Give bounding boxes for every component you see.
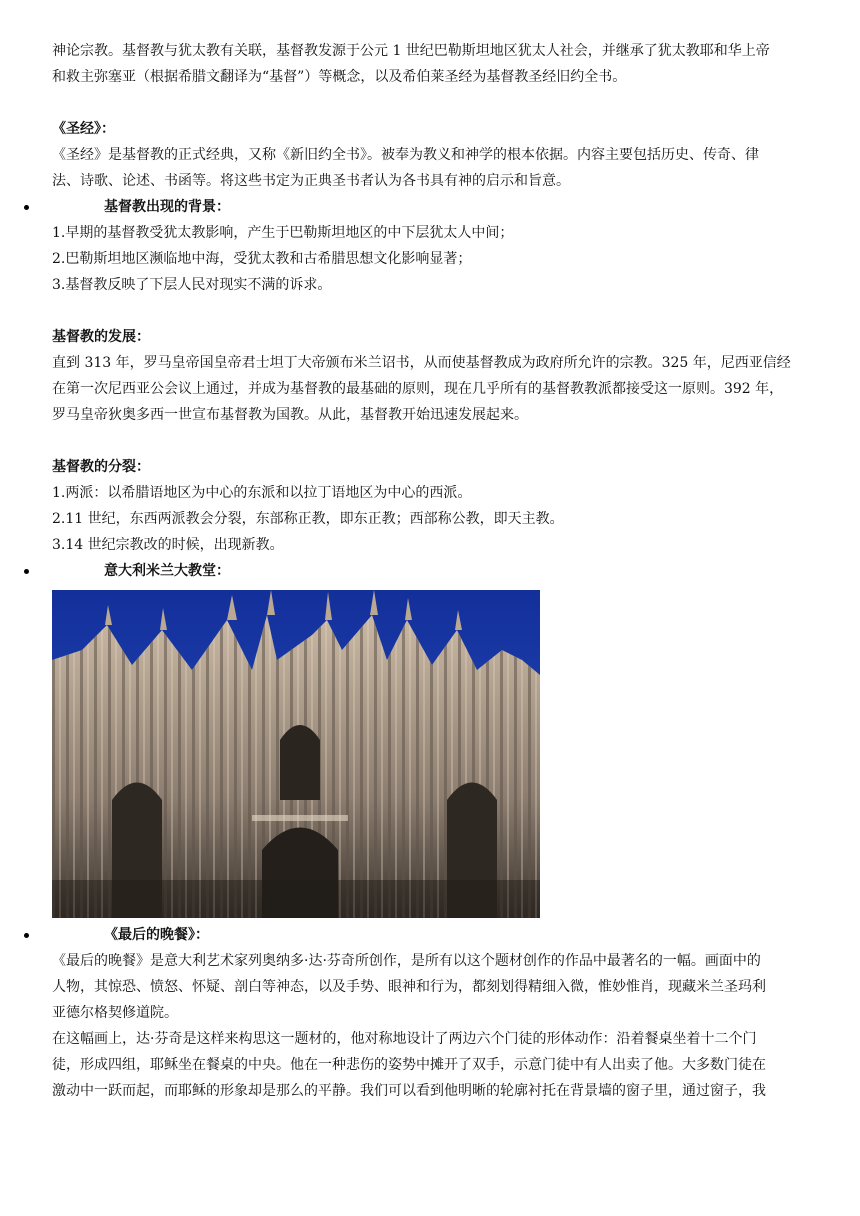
intro-line: 和救主弥塞亚（根据希腊文翻译为“基督”）等概念，以及希伯莱圣经为基督教圣经旧约全书。	[52, 69, 627, 85]
development-line: 在第一次尼西亚公会议上通过，并成为基督教的最基础的原则，现在几乎所有的基督教教派都接受这一原则。392 年，	[52, 381, 784, 397]
bullet-label: 意大利米兰大教堂：	[104, 563, 230, 579]
supper-line: 人物，其惊恐、愤怒、怀疑、剖白等神态，以及手势、眼神和行为，都刻划得精细入微，惟妙惟肖，现藏米兰圣玛利	[52, 979, 766, 995]
bullet-label: 《最后的晚餐》：	[104, 927, 209, 943]
supper-line: 《最后的晚餐》是意大利艺术家列奥纳多·达·芬奇所创作，是所有以这个题材创作的作品中最著名的一幅。画面中的	[52, 953, 761, 969]
milan-cathedral-photo	[52, 590, 540, 918]
section-heading-development: 基督教的发展：	[52, 329, 150, 345]
supper-line: 徒，形成四组，耶稣坐在餐桌的中央。他在一种悲伤的姿势中摊开了双手，示意门徒中有人出卖了他。大多数门徒在	[52, 1057, 766, 1073]
list-item: 2.11 世纪，东西两派教会分裂，东部称正教，即东正教；西部称公教，即天主教。	[52, 511, 564, 527]
bullet-dot-icon	[24, 569, 29, 574]
bullet-label: 基督教出现的背景：	[104, 199, 230, 215]
bullet-dot-icon	[24, 205, 29, 210]
development-line: 直到 313 年，罗马皇帝国皇帝君士坦丁大帝颁布米兰诏书，从而使基督教成为政府所允许的宗教。325 年，尼西亚信经	[52, 355, 791, 371]
section-heading-bible: 《圣经》：	[52, 121, 115, 137]
list-item: 3.基督教反映了下层人民对现实不满的诉求。	[52, 277, 332, 293]
development-line: 罗马皇帝狄奥多西一世宣布基督教为国教。从此，基督教开始迅速发展起来。	[52, 407, 528, 423]
supper-line: 亚德尔格契修道院。	[52, 1005, 178, 1021]
bullet-dot-icon	[24, 933, 29, 938]
list-item: 1.早期的基督教受犹太教影响，产生于巴勒斯坦地区的中下层犹太人中间；	[52, 225, 514, 241]
list-item: 3.14 世纪宗教改的时候，出现新教。	[52, 537, 284, 553]
bullet-last-supper	[52, 922, 822, 948]
section-heading-schism: 基督教的分裂：	[52, 459, 150, 475]
bullet-background	[52, 194, 822, 220]
bullet-milan	[52, 558, 822, 584]
list-item: 2.巴勒斯坦地区濒临地中海，受犹太教和古希腊思想文化影响显著；	[52, 251, 472, 267]
supper-line: 激动中一跃而起，而耶稣的形象却是那么的平静。我们可以看到他明晰的轮廓衬托在背景墙的窗子里，通过窗子，我	[52, 1083, 766, 1099]
list-item: 1.两派：以希腊语地区为中心的东派和以拉丁语地区为中心的西派。	[52, 485, 472, 501]
supper-line: 在这幅画上，达·芬奇是这样来构思这一题材的，他对称地设计了两边六个门徒的形体动作：沿着餐桌坐着十二个门	[52, 1031, 757, 1047]
document-page	[52, 38, 822, 1104]
bible-line: 《圣经》是基督教的正式经典，又称《新旧约全书》。被奉为教义和神学的根本依据。内容主要包括历史、传奇、律	[52, 147, 759, 163]
bible-line: 法、诗歌、论述、书函等。将这些书定为正典圣书者认为各书具有神的启示和旨意。	[52, 173, 570, 189]
intro-line: 神论宗教。基督教与犹太教有关联，基督教发源于公元 1 世纪巴勒斯坦地区犹太人社会，并继承了犹太教耶和华上帝	[52, 43, 770, 59]
